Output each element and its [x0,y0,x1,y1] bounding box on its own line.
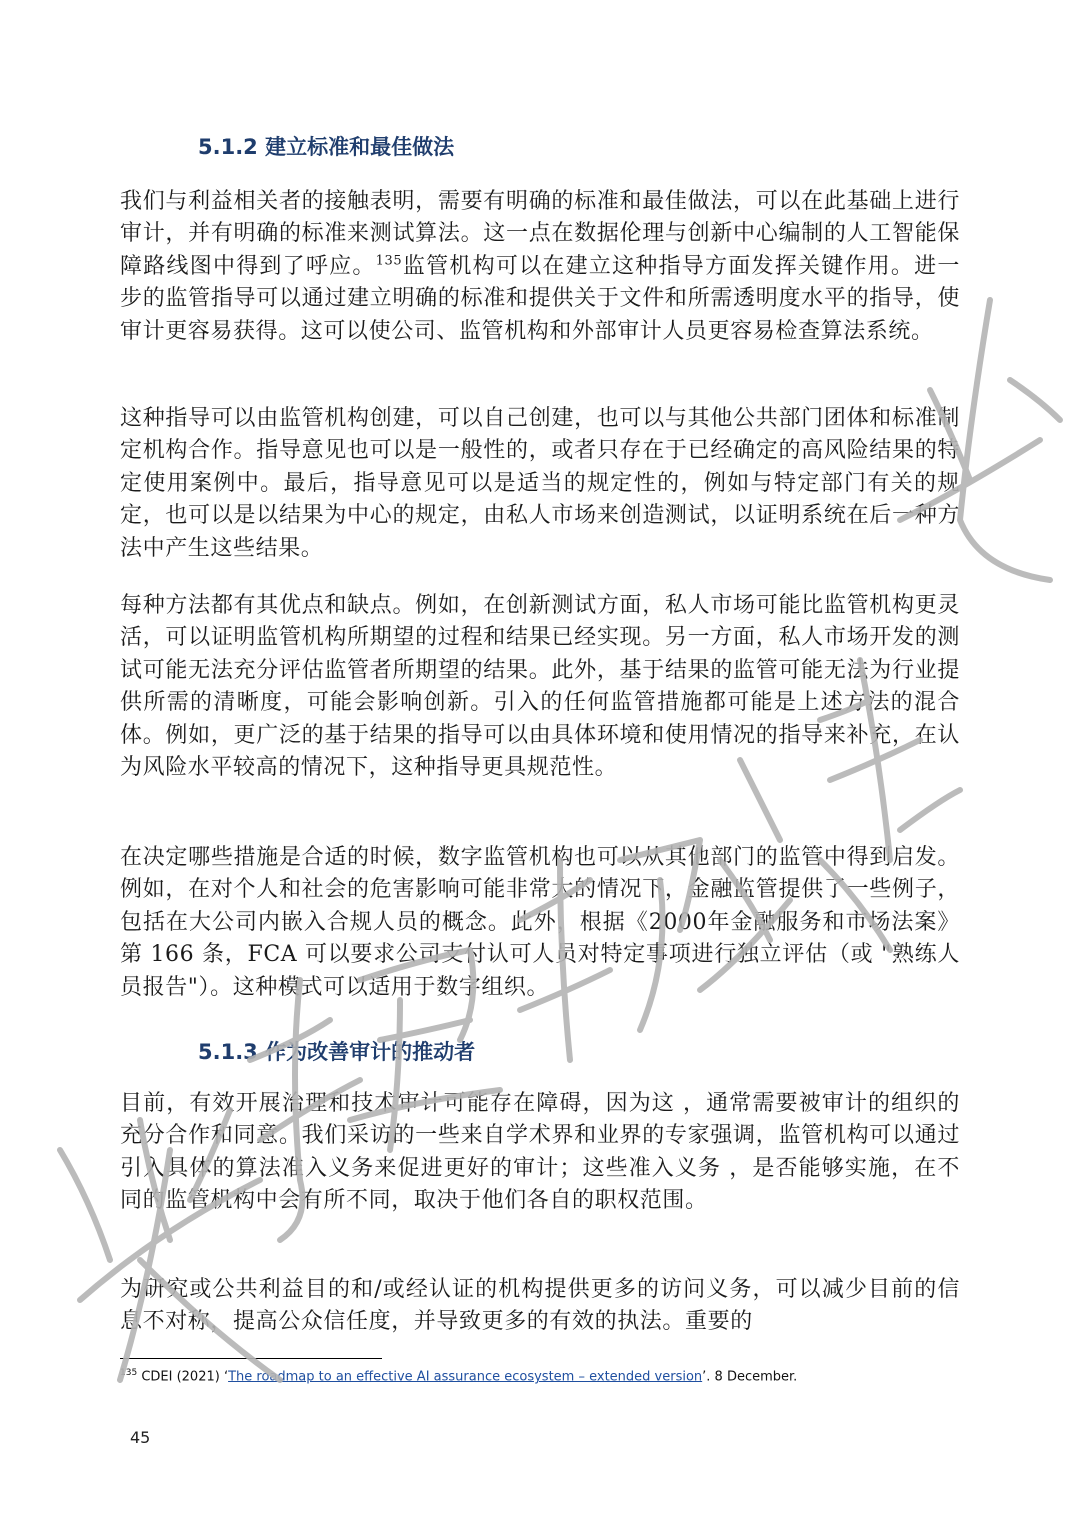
section-heading-5-1-3: 5.1.3 作为改善审计的推动者 [198,1040,476,1064]
paragraph-financial-regulation [120,842,960,1004]
paragraph-text: 每种方法都有其优点和缺点。例如，在创新测试方面，私人市场可能比监管机构更灵活，可以证明监管机构所期望的过程和结果已经实现。另一方面，私人市场开发的测试可能无法充分评估监管者所期望的结果。此外，基于结果的监管可能无法为行业提供所需的清晰度，可能会影响创新。引入的任何监管措施都可能是上述方法的混合体。例如，更广泛的基于结果的指导可以由具体环境和使用情况的指导来补充，在认为风险水平较高的情况下，这种指导更具规范性。 [120,593,960,781]
footnote-135 [120,1368,797,1384]
footnote-number: 135 [120,1368,138,1378]
footnote-citation: CDEI (2021) ‘ [137,1369,229,1385]
paragraph-text: 为研究或公共利益目的和/或经认证的机构提供更多的访问义务，可以减少目前的信息不对称，提高公众信任度，并导致更多的有效的执法。重要的 [120,1277,960,1335]
paragraph-text: 这种指导可以由监管机构创建，可以自己创建，也可以与其他公共部门团体和标准制定机构合作。指导意见也可以是一般性的，或者只存在于已经确定的高风险结果的特定使用案例中。最后，指导意见可以是适当的规定性的，例如与特定部门有关的规定，也可以是以结果为中心的规定，由私人市场来创造测试，以证明系统在后一种方法中产生这些结果。 [120,406,960,561]
paragraph-text: 在决定哪些措施是合适的时候，数字监管机构也可以从其他部门的监管中得到启发。例如，在对个人和社会的危害影响可能非常大的情况下，金融监管提供了一些例子，包括在大公司内嵌入合规人员的概念。此外，根据《2000年金融服务和市场法案》第 166 条，FCA 可以要求公司支付认可人员对特定事项进行独立评估（或 "熟练人员报告"）。这种模式可以适用于数字组织。 [120,845,960,1000]
footnote-divider [120,1358,382,1359]
paragraph-access-obligations [120,1274,960,1339]
paragraph-guidance-creation [120,403,960,565]
paragraph-pros-cons [120,590,960,784]
section-heading-5-1-2: 5.1.2 建立标准和最佳做法 [198,135,455,159]
paragraph-audit-barriers [120,1088,960,1218]
paragraph-text: 目前，有效开展治理和技术审计可能存在障碍，因为这 ，通常需要被审计的组织的充分合作和同意。我们采访的一些来自学术界和业界的专家强调，监管机构可以通过引入具体的算法准入义务来促进更好的审计；这些准入义务 ，是否能够实施，在不同的监管机构中会有所不同，取决于他们各自的职权范围。 [120,1091,960,1214]
footnote-ref-135[interactable]: 135 [375,253,403,269]
footnote-suffix: ’. 8 December. [702,1369,798,1385]
paragraph-standards-intro [120,186,960,348]
paragraph-text: 我们与利益相关者的接触表明，需要有明确的标准和最佳做法，可以在此基础上进行审计，并有明确的标准来测试算法。这一点在数据伦理与创新中心编制的人工智能保障路线图中得到了呼应。 [120,189,960,279]
page-number: 45 [130,1428,151,1447]
paragraph-text: 监管机构可以在建立这种指导方面发挥关键作用。进一步的监管指导可以通过建立明确的标准和提供关于文件和所需透明度水平的指导，使审计更容易获得。这可以使公司、监管机构和外部审计人员更容易检查算法系统。 [120,253,960,344]
footnote-link[interactable]: The roadmap to an effective AI assurance ecosystem – extended version [228,1369,703,1385]
